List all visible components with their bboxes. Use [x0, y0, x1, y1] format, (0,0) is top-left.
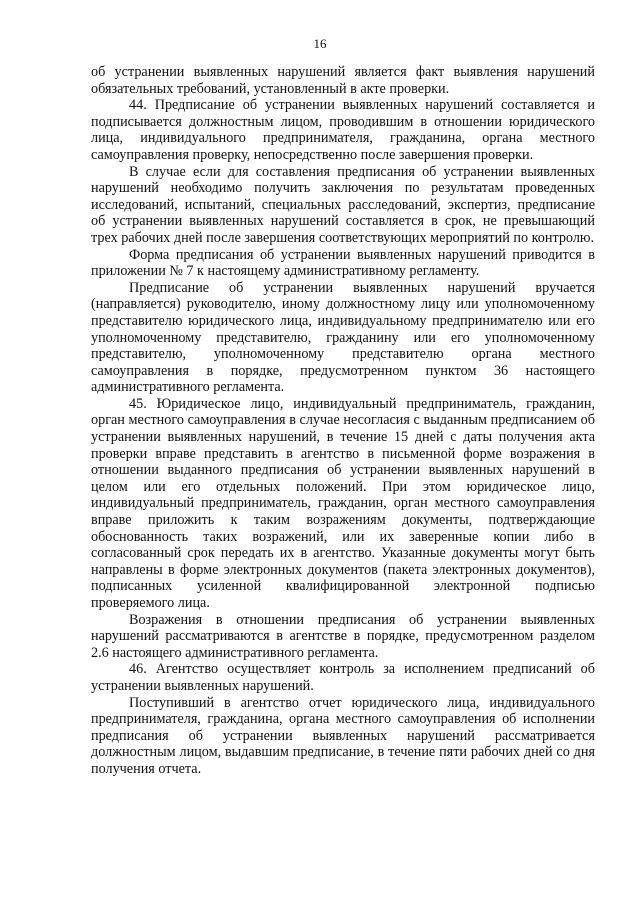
paragraph: 46. Агентство осуществляет контроль за исполнением предписаний об устранении выявленных нарушений.	[91, 661, 595, 694]
paragraph: об устранении выявленных нарушений является факт выявления нарушений обязательных требований, установленный в акте проверки.	[91, 64, 595, 97]
paragraph: Поступивший в агентство отчет юридического лица, индивидуального предпринимателя, гражданина, органа местного самоуправления об исполнении предписания об устранении выявленных нарушений рассматривается должностным лицом, выдавшим предписание, в течение пяти рабочих дней со дня получения отчета.	[91, 694, 595, 777]
paragraph: 44. Предписание об устранении выявленных нарушений составляется и подписывается должностным лицом, проводившим в отношении юридического лица, индивидуального предпринимателя, гражданина, органа местного самоуправления проверку, непосредственно после завершения проверки.	[91, 97, 595, 163]
paragraph: Форма предписания об устранении выявленных нарушений приводится в приложении № 7 к настоящему административному регламенту.	[91, 246, 595, 280]
paragraph: В случае если для составления предписания об устранении выявленных нарушений необходимо получить заключения по результатам проведенных исследований, испытаний, специальных расследований, экспертиз, предписание об устранении выявленных нарушений составляется в срок, не превышающий трех рабочих дней после завершения соответствующих мероприятий по контролю.	[91, 163, 595, 246]
paragraph: 45. Юридическое лицо, индивидуальный предприниматель, гражданин, орган местного самоуправления в случае несогласия с выданным предписанием об устранении выявленных нарушений, в течение 15 дней с даты получения акта проверки вправе представить в агентство в письменной форме возражения в отношении выданного предписания об устранении выявленных нарушений в целом или его отдельных положений. При этом юридическое лицо, индивидуальный предприниматель, гражданин, орган местного самоуправления вправе приложить к таким возражениям документы, подтверждающие обоснованность таких возражений, или их заверенные копии либо в согласованный срок передать их в агентство. Указанные документы могут быть направлены в форме электронных документов (пакета электронных документов), подписанных усиленной квалифицированной электронной подписью проверяемого лица.	[91, 395, 595, 611]
document-body	[91, 64, 595, 778]
page-number: 16	[313, 36, 327, 51]
paragraph: Возражения в отношении предписания об устранении выявленных нарушений рассматриваются в агентстве в порядке, предусмотренном разделом 2.6 настоящего административного регламента.	[91, 611, 595, 661]
paragraph: Предписание об устранении выявленных нарушений вручается (направляется) руководителю, иному должностному лицу или уполномоченному представителю юридического лица, индивидуальному предпринимателю или его уполномоченному представителю, гражданину или его уполномоченному представителю, уполномоченному представителю органа местного самоуправления в порядке, предусмотренном пунктом 36 настоящего административного регламента.	[91, 279, 595, 396]
